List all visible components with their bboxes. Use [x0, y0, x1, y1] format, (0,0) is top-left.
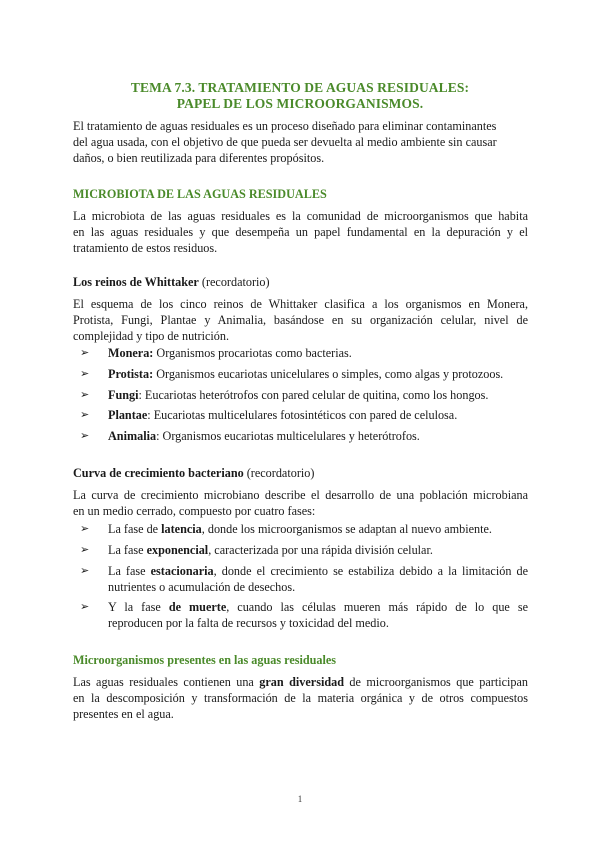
- arrow-bullet-icon: ➢: [80, 388, 90, 401]
- kingdom-description: Organismos procariotas como bacterias.: [153, 346, 352, 360]
- phase-prefix: La fase: [108, 543, 147, 557]
- presentes-emphasis: gran diversidad: [259, 675, 344, 689]
- phase-description: , caracterizada por una rápida división celular.: [208, 543, 433, 557]
- phase-description-cont: reproducen por la falta de recursos y toxicidad del medio.: [108, 616, 389, 630]
- curva-line-2: en un medio cerrado, compuesto por cuatro fases:: [73, 504, 316, 518]
- page-title-line-2: PAPEL DE LOS MICROORGANISMOS.: [176, 96, 424, 111]
- subheading-whittaker: [73, 275, 270, 290]
- phase-description: , cuando las células mueren más rápido de lo que se: [226, 600, 529, 614]
- arrow-bullet-icon: ➢: [80, 600, 90, 613]
- intro-line-2: del agua usada, con el objetivo de que pueda ser devuelta al medio ambiente sin causar: [73, 135, 497, 149]
- whittaker-line-2: Protista, Fungi, Plantae y Animalia, basándose en su organización celular, nivel de: [73, 313, 528, 327]
- presentes-line-1: [73, 674, 528, 690]
- presentes-line-3: presentes en el agua.: [73, 707, 174, 721]
- phase-term: exponencial: [146, 543, 209, 557]
- microbiota-paragraph: [73, 208, 528, 256]
- kingdom-term: Protista:: [108, 367, 154, 381]
- page-title-line-1: TEMA 7.3. TRATAMIENTO DE AGUAS RESIDUALES:: [130, 80, 470, 95]
- kingdom-description: : Eucariotas heterótrofos con pared celular de quitina, como los hongos.: [138, 388, 489, 402]
- phase-prefix: La fase de: [108, 522, 162, 536]
- presentes-line-1-end: de microorganismos que participan: [343, 675, 528, 689]
- microbiota-line-3: tratamiento de estos residuos.: [73, 241, 218, 255]
- phase-term: latencia: [161, 522, 202, 536]
- intro-line-1: El tratamiento de aguas residuales es un proceso diseñado para eliminar contaminantes: [73, 119, 497, 133]
- intro-paragraph: [73, 118, 528, 166]
- kingdom-description: : Organismos eucariotas multicelulares y heterótrofos.: [156, 429, 420, 443]
- whittaker-heading-note: (recordatorio): [198, 275, 270, 289]
- curva-heading-bold: Curva de crecimiento bacteriano: [73, 466, 244, 480]
- arrow-bullet-icon: ➢: [80, 543, 90, 556]
- curva-heading-note: (recordatorio): [243, 466, 315, 480]
- kingdom-term: Plantae: [108, 408, 148, 422]
- microbiota-line-1: La microbiota de las aguas residuales es la comunidad de microorganismos que habita: [73, 209, 528, 223]
- section-heading-microbiota: MICROBIOTA DE LAS AGUAS RESIDUALES: [73, 187, 327, 201]
- phase-prefix: La fase: [108, 564, 151, 578]
- kingdom-term: Monera:: [108, 346, 154, 360]
- kingdom-term: Fungi: [108, 388, 139, 402]
- presentes-paragraph: [73, 674, 528, 722]
- curva-line-1: La curva de crecimiento microbiano describe el desarrollo de una población microbiana: [73, 488, 528, 502]
- whittaker-heading-bold: Los reinos de Whittaker: [73, 275, 199, 289]
- presentes-line-1-start: Las aguas residuales contienen una: [73, 675, 260, 689]
- whittaker-line-1: El esquema de los cinco reinos de Whittaker clasifica a los organismos en Monera,: [73, 297, 528, 311]
- kingdom-description: : Eucariotas multicelulares fotosintéticos con pared de celulosa.: [147, 408, 458, 422]
- microbiota-line-2: en las aguas residuales y que desempeña un papel fundamental en la depuración y el: [73, 225, 528, 239]
- arrow-bullet-icon: ➢: [80, 522, 90, 535]
- arrow-bullet-icon: ➢: [80, 346, 90, 359]
- kingdom-description: Organismos eucariotas unicelulares o simples, como algas y protozoos.: [153, 367, 504, 381]
- phase-description-cont: nutrientes o acumulación de desechos.: [108, 580, 296, 594]
- phase-term: de muerte: [168, 600, 227, 614]
- page-number: 1: [297, 794, 303, 804]
- arrow-bullet-icon: ➢: [80, 564, 90, 577]
- phase-description: , donde el crecimiento se estabiliza debido a la limitación de: [213, 564, 528, 578]
- whittaker-paragraph: [73, 296, 528, 344]
- curva-paragraph: [73, 487, 528, 519]
- whittaker-line-3: complejidad y tipo de nutrición.: [73, 329, 230, 343]
- phase-prefix: Y la fase: [108, 600, 169, 614]
- phase-term: estacionaria: [150, 564, 214, 578]
- phase-description: , donde los microorganismos se adaptan al nuevo ambiente.: [201, 522, 492, 536]
- arrow-bullet-icon: ➢: [80, 408, 90, 421]
- arrow-bullet-icon: ➢: [80, 367, 90, 380]
- intro-line-3: daños, o bien reutilizada para diferentes propósitos.: [73, 151, 325, 165]
- section-heading-presentes: Microorganismos presentes en las aguas residuales: [73, 653, 337, 667]
- kingdom-term: Animalia: [108, 429, 157, 443]
- subheading-curva: [73, 466, 314, 481]
- presentes-line-2: en la descomposición y transformación de la materia orgánica y de otros compuestos: [73, 691, 528, 705]
- arrow-bullet-icon: ➢: [80, 429, 90, 442]
